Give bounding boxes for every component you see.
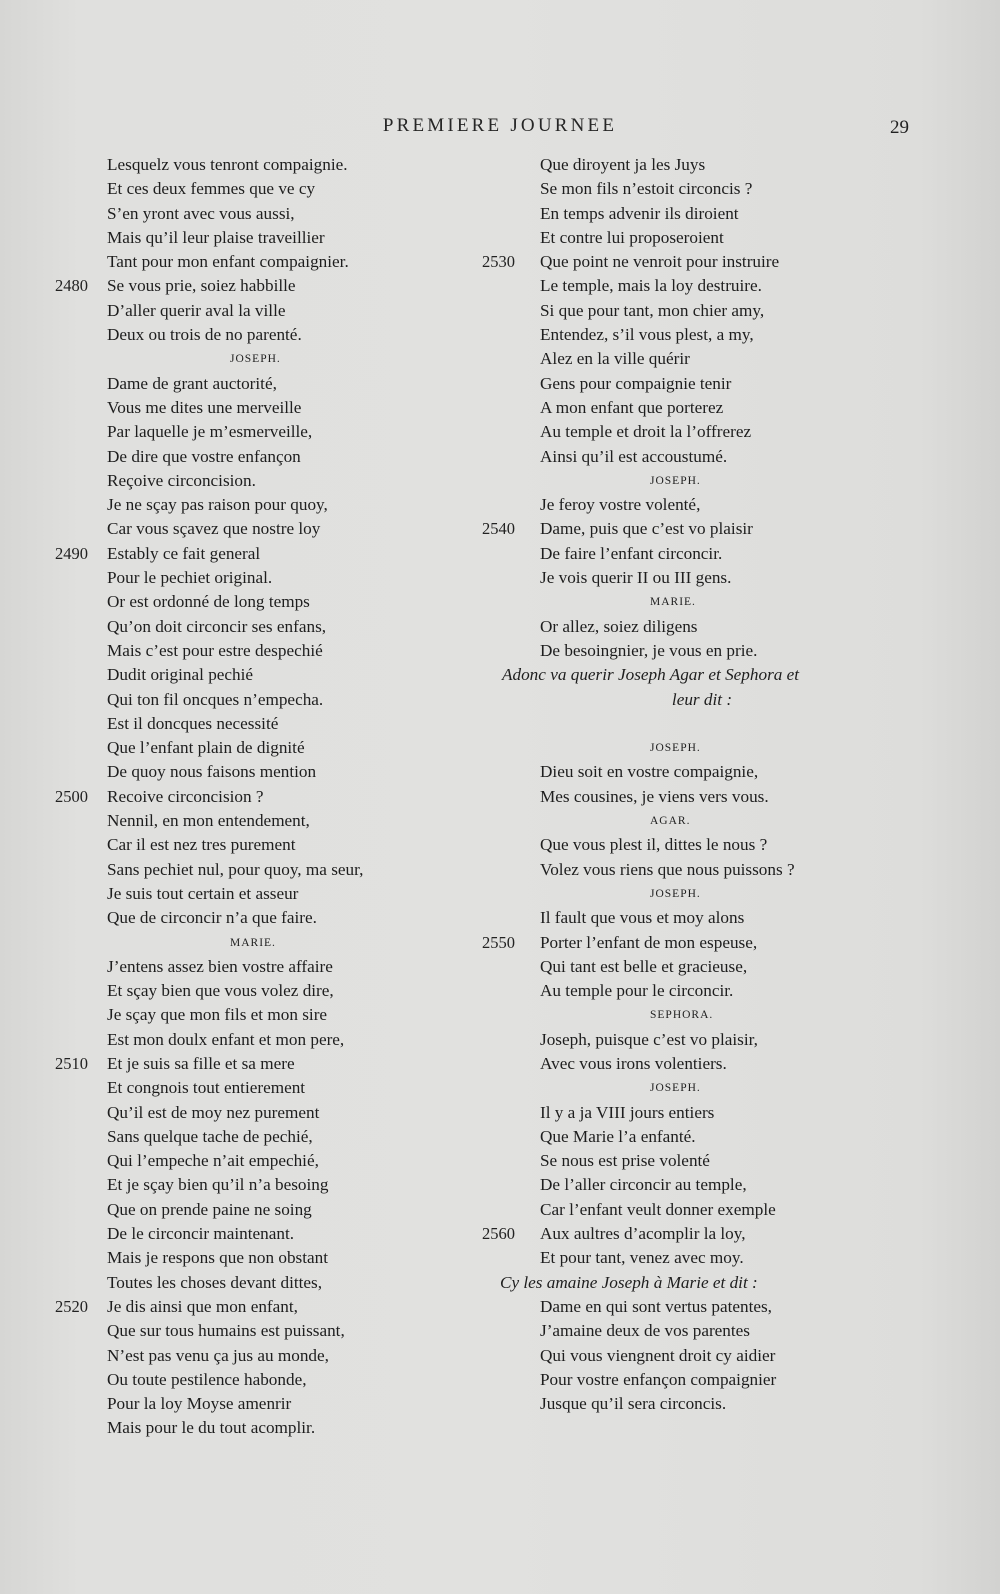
verse-text: Et sçay bien que vous volez dire, [107, 981, 334, 1001]
verse-line [55, 1003, 455, 1027]
verse-text: Qu’il est de moy nez purement [107, 1102, 320, 1122]
left-column [55, 153, 455, 1441]
speaker-name: JOSEPH. [230, 353, 281, 366]
verse-line [55, 1052, 455, 1076]
verse-text: Se mon fils n’estoit circoncis ? [540, 179, 753, 199]
verse-text: Lesquelz vous tenront compaignie. [107, 155, 348, 174]
verse-line [55, 1344, 455, 1368]
stage-direction: Adonc va querir Joseph Agar et Sephora et [502, 665, 800, 685]
verse-text: Au temple pour le circoncir. [540, 981, 734, 1001]
verse-text: Gens pour compaignie tenir [540, 373, 732, 393]
verse-text: De quoy nous faisons mention [107, 762, 317, 782]
verse-line [55, 833, 455, 857]
verse-text: J’amaine deux de vos parentes [540, 1321, 750, 1341]
verse-text: Je sçay que mon fils et mon sire [107, 1005, 328, 1025]
verse-line [482, 542, 922, 566]
line-number: 2490 [55, 543, 88, 563]
verse-text: Alez en la ville quérir [540, 349, 690, 369]
verse-text: De besoingnier, je vous en prie. [540, 640, 758, 660]
line-number: 2520 [55, 1296, 88, 1316]
verse-text: Par laquelle je m’esmerveille, [107, 422, 313, 442]
verse-text: De l’aller circoncir au temple, [540, 1175, 747, 1195]
verse-line [55, 1125, 455, 1149]
verse-text: Mais pour le du tout acomplir. [107, 1418, 316, 1438]
verse-text: En temps advenir ils diroient [540, 203, 739, 223]
line-number: 2540 [482, 519, 515, 539]
speaker-name: SEPHORA. [650, 1009, 714, 1022]
verse-text: N’est pas venu ça jus au monde, [107, 1345, 329, 1365]
verse-line [482, 396, 922, 420]
verse-text: Je feroy vostre volenté, [540, 495, 701, 515]
verse-text: Dame en qui sont vertus patentes, [540, 1296, 772, 1316]
verse-text: Nennil, en mon entendement, [107, 811, 310, 831]
verse-text: Que Marie l’a enfanté. [540, 1126, 696, 1146]
verse-text: Pour vostre enfançon compaignier [540, 1369, 777, 1389]
verse-line [55, 226, 455, 250]
verse-text: Que diroyent ja les Juys [540, 155, 706, 174]
verse-text: Porter l’enfant de mon espeuse, [540, 932, 758, 952]
verse-line [55, 323, 455, 347]
verse-line [55, 1222, 455, 1246]
stage-direction: Cy les amaine Joseph à Marie et dit : [500, 1272, 758, 1292]
verse-line [55, 809, 455, 833]
verse-text: Il y a ja VIII jours entiers [540, 1102, 715, 1122]
verse-line [55, 882, 455, 906]
verse-line [482, 1368, 922, 1392]
verse-text: Et congnois tout entierement [107, 1078, 306, 1098]
verse-text: Vous me dites une merveille [107, 397, 302, 417]
verse-line [482, 226, 922, 250]
verse-text: Qui ton fil oncques n’empecha. [107, 689, 324, 709]
verse-line [55, 1416, 455, 1440]
verse-line [482, 906, 922, 930]
verse-line [482, 1149, 922, 1173]
verse-line [482, 372, 922, 396]
verse-text: Et pour tant, venez avec moy. [540, 1248, 744, 1268]
verse-line [55, 1368, 455, 1392]
verse-line [55, 372, 455, 396]
verse-text: Joseph, puisque c’est vo plaisir, [540, 1029, 758, 1049]
verse-line [55, 250, 455, 274]
verse-text: Recoive circoncision ? [107, 786, 264, 806]
verse-text: Que on prende paine ne soing [107, 1199, 312, 1219]
verse-line [55, 1319, 455, 1343]
verse-text: Mais qu’il leur plaise traveillier [107, 227, 325, 247]
verse-line [55, 1149, 455, 1173]
verse-line [482, 760, 922, 784]
verse-text: A mon enfant que porterez [540, 397, 724, 417]
verse-text: Avec vous irons volentiers. [540, 1053, 727, 1073]
verse-text: Que sur tous humains est puissant, [107, 1321, 345, 1341]
verse-text: D’aller querir aval la ville [107, 300, 286, 320]
verse-line [55, 906, 455, 930]
verse-line [55, 1271, 455, 1295]
speaker-name: MARIE. [230, 936, 276, 949]
verse-line [482, 323, 922, 347]
verse-text: Et ces deux femmes que ve cy [107, 179, 316, 199]
verse-text: Deux ou trois de no parenté. [107, 325, 302, 345]
verse-line [55, 420, 455, 444]
verse-text: Je vois querir II ou III gens. [540, 568, 732, 588]
verse-text: Est il doncques necessité [107, 713, 279, 733]
line-number: 2550 [482, 932, 515, 952]
verse-text: Dieu soit en vostre compaignie, [540, 762, 759, 782]
right-column [482, 153, 922, 1416]
verse-line [482, 1392, 922, 1416]
verse-text: Au temple et droit la l’offrerez [540, 422, 752, 442]
verse-text: Sans pechiet nul, pour quoy, ma seur, [107, 859, 364, 879]
verse-text: De le circoncir maintenant. [107, 1224, 295, 1244]
verse-text: Qu’on doit circoncir ses enfans, [107, 616, 327, 636]
verse-text: Et je suis sa fille et sa mere [107, 1053, 295, 1073]
running-title: PREMIERE JOURNEE [382, 115, 618, 136]
verse-line [482, 493, 922, 517]
line-number: 2480 [55, 276, 88, 296]
verse-text: Sans quelque tache de pechié, [107, 1126, 313, 1146]
verse-text: Toutes les choses devant dittes, [107, 1272, 323, 1292]
verse-line [482, 566, 922, 590]
verse-text: Reçoive circoncision. [107, 470, 256, 490]
blank-line [482, 712, 922, 736]
verse-text: Car vous sçavez que nostre loy [107, 519, 321, 539]
verse-text: S’en yront avec vous aussi, [107, 203, 295, 223]
verse-line [55, 274, 455, 298]
verse-text: Ainsi qu’il est accoustumé. [540, 446, 728, 466]
verse-line [55, 979, 455, 1003]
verse-line [55, 1028, 455, 1052]
verse-text: Que point ne venroit pour instruire [540, 252, 780, 272]
verse-line [482, 979, 922, 1003]
verse-text: Or est ordonné de long temps [107, 592, 310, 612]
verse-line [55, 639, 455, 663]
verse-text: Est mon doulx enfant et mon pere, [107, 1029, 345, 1049]
verse-text: Entendez, s’il vous plest, a my, [540, 325, 754, 345]
verse-line [55, 1392, 455, 1416]
verse-line [482, 177, 922, 201]
verse-line [55, 785, 455, 809]
page-number: 29 [890, 117, 909, 138]
verse-text: De faire l’enfant circoncir. [540, 543, 723, 563]
verse-text: Et contre lui proposeroient [540, 227, 724, 247]
verse-line [55, 1246, 455, 1270]
verse-line [482, 833, 922, 857]
verse-text: Jusque qu’il sera circoncis. [540, 1394, 727, 1414]
verse-line [482, 299, 922, 323]
stage-direction: leur dit : [671, 689, 733, 709]
verse-text: Aux aultres d’acomplir la loy, [540, 1224, 746, 1244]
verse-text: Mes cousines, je viens vers vous. [540, 786, 769, 806]
verse-text: Volez vous riens que nous puissons ? [540, 859, 795, 879]
verse-text: Et je sçay bien qu’il n’a besoing [107, 1175, 329, 1195]
verse-line [55, 590, 455, 614]
verse-line [55, 153, 455, 177]
verse-text: Car il est nez tres purement [107, 835, 296, 855]
verse-line [482, 1198, 922, 1222]
verse-line [482, 347, 922, 371]
verse-line [55, 858, 455, 882]
verse-text: Pour le pechiet original. [107, 568, 273, 588]
verse-text: Dudit original pechié [107, 665, 254, 685]
verse-text: Mais c’est pour estre despechié [107, 640, 323, 660]
speaker-name: JOSEPH. [650, 887, 701, 900]
verse-line [482, 445, 922, 469]
verse-line [55, 517, 455, 541]
verse-text: Si que pour tant, mon chier amy, [540, 300, 765, 320]
verse-text: Qui l’empeche n’ait empechié, [107, 1151, 319, 1171]
verse-text: Dame, puis que c’est vo plaisir [540, 519, 753, 539]
verse-text: Je dis ainsi que mon enfant, [107, 1296, 298, 1316]
line-number: 2500 [55, 786, 88, 806]
verse-text: Tant pour mon enfant compaignier. [107, 252, 349, 272]
line-number: 2560 [482, 1224, 515, 1244]
verse-line [55, 712, 455, 736]
speaker-name: JOSEPH. [650, 474, 701, 487]
verse-text: Ou toute pestilence habonde, [107, 1369, 307, 1389]
line-number: 2530 [482, 252, 515, 272]
verse-line [482, 615, 922, 639]
verse-line [482, 785, 922, 809]
verse-line [482, 639, 922, 663]
verse-line [55, 445, 455, 469]
speaker-name: AGAR. [650, 815, 691, 828]
verse-line [482, 250, 922, 274]
verse-text: Car l’enfant veult donner exemple [540, 1199, 776, 1219]
verse-line [482, 517, 922, 541]
verse-line [482, 1246, 922, 1270]
verse-line [55, 1076, 455, 1100]
verse-line [55, 566, 455, 590]
verse-text: Se vous prie, soiez habbille [107, 276, 296, 296]
verse-text: Dame de grant auctorité, [107, 373, 277, 393]
verse-line [482, 1295, 922, 1319]
speaker-name: JOSEPH. [650, 1082, 701, 1095]
verse-text: Je ne sçay pas raison pour quoy, [107, 495, 328, 515]
verse-line [55, 760, 455, 784]
verse-line [55, 299, 455, 323]
verse-text: J’entens assez bien vostre affaire [107, 956, 333, 976]
verse-line [55, 1101, 455, 1125]
verse-line [55, 202, 455, 226]
verse-text: Or allez, soiez diligens [540, 616, 698, 636]
verse-text: Que de circoncir n’a que faire. [107, 908, 317, 928]
verse-line [482, 420, 922, 444]
verse-line [482, 153, 922, 177]
verse-line [482, 202, 922, 226]
verse-line [482, 1101, 922, 1125]
verse-text: Estably ce fait general [107, 543, 261, 563]
verse-line [482, 1222, 922, 1246]
verse-line [55, 177, 455, 201]
verse-line [482, 1125, 922, 1149]
verse-text: Je suis tout certain et asseur [107, 883, 299, 903]
verse-line [482, 858, 922, 882]
verse-line [55, 493, 455, 517]
speaker-name: MARIE. [650, 596, 696, 609]
verse-line [55, 955, 455, 979]
verse-line [482, 931, 922, 955]
verse-line [55, 1198, 455, 1222]
verse-line [482, 1173, 922, 1197]
speaker-name: JOSEPH. [650, 742, 701, 755]
verse-line [482, 955, 922, 979]
verse-text: Se nous est prise volenté [540, 1151, 710, 1171]
verse-line [55, 615, 455, 639]
verse-line [55, 663, 455, 687]
verse-line [482, 1344, 922, 1368]
verse-text: Qui vous viengnent droit cy aidier [540, 1345, 776, 1365]
verse-line [55, 736, 455, 760]
verse-line [482, 1319, 922, 1343]
verse-text: Le temple, mais la loy destruire. [540, 276, 762, 296]
verse-line [55, 688, 455, 712]
verse-line [55, 1173, 455, 1197]
verse-line [55, 469, 455, 493]
line-number: 2510 [55, 1053, 88, 1073]
verse-line [55, 1295, 455, 1319]
verse-text: Qui tant est belle et gracieuse, [540, 956, 748, 976]
verse-line [482, 1052, 922, 1076]
verse-text: Pour la loy Moyse amenrir [107, 1394, 292, 1414]
verse-line [55, 396, 455, 420]
verse-line [482, 274, 922, 298]
verse-text: Il fault que vous et moy alons [540, 908, 745, 928]
verse-text: Mais je respons que non obstant [107, 1248, 329, 1268]
verse-text: Que vous plest il, dittes le nous ? [540, 835, 768, 855]
verse-line [482, 1028, 922, 1052]
verse-text: De dire que vostre enfançon [107, 446, 301, 466]
verse-line [55, 542, 455, 566]
verse-text: Que l’enfant plain de dignité [107, 738, 305, 758]
